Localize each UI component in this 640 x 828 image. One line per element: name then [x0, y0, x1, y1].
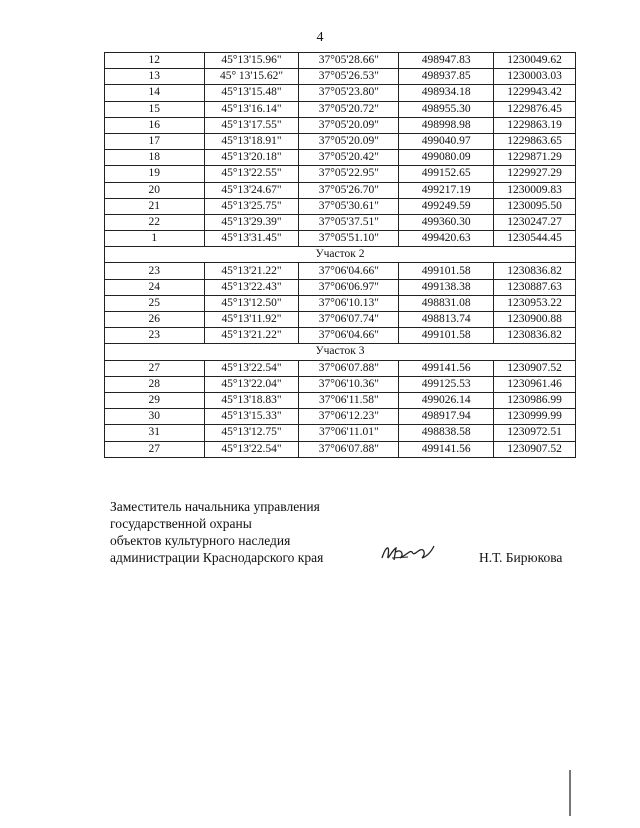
table-row — [105, 133, 576, 149]
scan-edge-line — [569, 770, 571, 816]
signature-title-line: государственной охраны — [110, 516, 252, 531]
handwritten-signature — [378, 538, 438, 568]
x-coordinate-cell: 499152.65 — [399, 166, 494, 182]
signature-title-line: администрации Краснодарского края — [110, 550, 324, 565]
longitude-cell: 37°06'10.36" — [299, 376, 399, 392]
point-number-cell: 16 — [105, 117, 205, 133]
point-number-cell: 17 — [105, 133, 205, 149]
table-row — [105, 392, 576, 408]
table-row — [105, 231, 576, 247]
latitude-cell: 45°13'31.45" — [204, 231, 299, 247]
table-row — [105, 409, 576, 425]
longitude-cell: 37°05'51.10" — [299, 231, 399, 247]
y-coordinate-cell: 1230986.99 — [494, 392, 576, 408]
point-number-cell: 20 — [105, 182, 205, 198]
x-coordinate-cell: 498937.85 — [399, 69, 494, 85]
longitude-cell: 37°05'20.42" — [299, 150, 399, 166]
table-row — [105, 53, 576, 69]
latitude-cell: 45°13'21.22" — [204, 263, 299, 279]
longitude-cell: 37°06'07.74" — [299, 312, 399, 328]
y-coordinate-cell: 1230049.62 — [494, 53, 576, 69]
latitude-cell: 45°13'15.33" — [204, 409, 299, 425]
point-number-cell: 1 — [105, 231, 205, 247]
point-number-cell: 26 — [105, 312, 205, 328]
table-row — [105, 425, 576, 441]
point-number-cell: 24 — [105, 279, 205, 295]
latitude-cell: 45°13'20.18" — [204, 150, 299, 166]
x-coordinate-cell: 498955.30 — [399, 101, 494, 117]
point-number-cell: 31 — [105, 425, 205, 441]
x-coordinate-cell: 499080.09 — [399, 150, 494, 166]
x-coordinate-cell: 499101.58 — [399, 328, 494, 344]
longitude-cell: 37°06'06.97" — [299, 279, 399, 295]
y-coordinate-cell: 1230003.03 — [494, 69, 576, 85]
x-coordinate-cell: 498934.18 — [399, 85, 494, 101]
x-coordinate-cell: 499217.19 — [399, 182, 494, 198]
latitude-cell: 45°13'22.04" — [204, 376, 299, 392]
point-number-cell: 15 — [105, 101, 205, 117]
longitude-cell: 37°06'07.88" — [299, 360, 399, 376]
latitude-cell: 45°13'17.55" — [204, 117, 299, 133]
latitude-cell: 45°13'22.43" — [204, 279, 299, 295]
y-coordinate-cell: 1229871.29 — [494, 150, 576, 166]
y-coordinate-cell: 1230907.52 — [494, 360, 576, 376]
latitude-cell: 45°13'22.54" — [204, 441, 299, 457]
x-coordinate-cell: 499360.30 — [399, 214, 494, 230]
table-row — [105, 263, 576, 279]
y-coordinate-cell: 1230900.88 — [494, 312, 576, 328]
x-coordinate-cell: 499141.56 — [399, 360, 494, 376]
latitude-cell: 45°13'11.92" — [204, 312, 299, 328]
table-row — [105, 166, 576, 182]
x-coordinate-cell: 498947.83 — [399, 53, 494, 69]
y-coordinate-cell: 1230972.51 — [494, 425, 576, 441]
table-row — [105, 101, 576, 117]
section-row — [105, 344, 576, 360]
y-coordinate-cell: 1230836.82 — [494, 263, 576, 279]
section-row — [105, 247, 576, 263]
point-number-cell: 29 — [105, 392, 205, 408]
latitude-cell: 45°13'29.39" — [204, 214, 299, 230]
x-coordinate-cell: 498998.98 — [399, 117, 494, 133]
point-number-cell: 14 — [105, 85, 205, 101]
x-coordinate-cell: 499249.59 — [399, 198, 494, 214]
table-row — [105, 279, 576, 295]
y-coordinate-cell: 1229863.65 — [494, 133, 576, 149]
coordinates-table — [104, 52, 576, 458]
table-row — [105, 376, 576, 392]
point-number-cell: 13 — [105, 69, 205, 85]
table-row — [105, 214, 576, 230]
longitude-cell: 37°05'30.61" — [299, 198, 399, 214]
longitude-cell: 37°06'07.88" — [299, 441, 399, 457]
point-number-cell: 30 — [105, 409, 205, 425]
latitude-cell: 45°13'12.75" — [204, 425, 299, 441]
point-number-cell: 27 — [105, 441, 205, 457]
table-row — [105, 360, 576, 376]
signature-title-line: объектов культурного наследия — [110, 533, 291, 548]
table-row — [105, 69, 576, 85]
point-number-cell: 25 — [105, 295, 205, 311]
longitude-cell: 37°05'22.95" — [299, 166, 399, 182]
y-coordinate-cell: 1229876.45 — [494, 101, 576, 117]
latitude-cell: 45°13'24.67" — [204, 182, 299, 198]
y-coordinate-cell: 1230247.27 — [494, 214, 576, 230]
point-number-cell: 22 — [105, 214, 205, 230]
y-coordinate-cell: 1230953.22 — [494, 295, 576, 311]
latitude-cell: 45°13'16.14" — [204, 101, 299, 117]
latitude-cell: 45°13'22.54" — [204, 360, 299, 376]
point-number-cell: 27 — [105, 360, 205, 376]
y-coordinate-cell: 1230095.50 — [494, 198, 576, 214]
longitude-cell: 37°05'20.09" — [299, 117, 399, 133]
longitude-cell: 37°06'11.01" — [299, 425, 399, 441]
longitude-cell: 37°05'23.80" — [299, 85, 399, 101]
longitude-cell: 37°06'04.66" — [299, 263, 399, 279]
y-coordinate-cell: 1230009.83 — [494, 182, 576, 198]
x-coordinate-cell: 499026.14 — [399, 392, 494, 408]
y-coordinate-cell: 1229943.42 — [494, 85, 576, 101]
longitude-cell: 37°06'04.66" — [299, 328, 399, 344]
latitude-cell: 45°13'15.48" — [204, 85, 299, 101]
y-coordinate-cell: 1230961.46 — [494, 376, 576, 392]
x-coordinate-cell: 499101.58 — [399, 263, 494, 279]
page-number: 4 — [316, 30, 324, 45]
longitude-cell: 37°05'26.70" — [299, 182, 399, 198]
signatory-name: Н.Т. Бирюкова — [479, 550, 563, 565]
table-row — [105, 312, 576, 328]
y-coordinate-cell: 1230836.82 — [494, 328, 576, 344]
longitude-cell: 37°05'20.72" — [299, 101, 399, 117]
table-row — [105, 85, 576, 101]
x-coordinate-cell: 499125.53 — [399, 376, 494, 392]
x-coordinate-cell: 499141.56 — [399, 441, 494, 457]
signature-title — [110, 498, 323, 566]
table-row — [105, 328, 576, 344]
point-number-cell: 19 — [105, 166, 205, 182]
x-coordinate-cell: 499040.97 — [399, 133, 494, 149]
section-label: Участок 3 — [105, 344, 576, 360]
table-row — [105, 198, 576, 214]
section-label: Участок 2 — [105, 247, 576, 263]
y-coordinate-cell: 1230544.45 — [494, 231, 576, 247]
longitude-cell: 37°05'37.51" — [299, 214, 399, 230]
latitude-cell: 45°13'21.22" — [204, 328, 299, 344]
point-number-cell: 12 — [105, 53, 205, 69]
table-row — [105, 117, 576, 133]
table-row — [105, 295, 576, 311]
point-number-cell: 21 — [105, 198, 205, 214]
y-coordinate-cell: 1229927.29 — [494, 166, 576, 182]
y-coordinate-cell: 1230907.52 — [494, 441, 576, 457]
longitude-cell: 37°05'26.53" — [299, 69, 399, 85]
point-number-cell: 23 — [105, 328, 205, 344]
latitude-cell: 45°13'12.50" — [204, 295, 299, 311]
table-row — [105, 182, 576, 198]
table-row — [105, 150, 576, 166]
y-coordinate-cell: 1230999.99 — [494, 409, 576, 425]
table-row — [105, 441, 576, 457]
longitude-cell: 37°06'12.23" — [299, 409, 399, 425]
latitude-cell: 45°13'25.75" — [204, 198, 299, 214]
signature-title-line: Заместитель начальника управления — [110, 499, 320, 514]
point-number-cell: 23 — [105, 263, 205, 279]
x-coordinate-cell: 499420.63 — [399, 231, 494, 247]
latitude-cell: 45°13'18.83" — [204, 392, 299, 408]
point-number-cell: 18 — [105, 150, 205, 166]
x-coordinate-cell: 498838.58 — [399, 425, 494, 441]
y-coordinate-cell: 1229863.19 — [494, 117, 576, 133]
x-coordinate-cell: 498917.94 — [399, 409, 494, 425]
x-coordinate-cell: 498831.08 — [399, 295, 494, 311]
longitude-cell: 37°06'11.58" — [299, 392, 399, 408]
latitude-cell: 45°13'15.96" — [204, 53, 299, 69]
longitude-cell: 37°05'20.09" — [299, 133, 399, 149]
longitude-cell: 37°06'10.13" — [299, 295, 399, 311]
latitude-cell: 45°13'22.55" — [204, 166, 299, 182]
x-coordinate-cell: 499138.38 — [399, 279, 494, 295]
longitude-cell: 37°05'28.66" — [299, 53, 399, 69]
latitude-cell: 45°13'18.91" — [204, 133, 299, 149]
x-coordinate-cell: 498813.74 — [399, 312, 494, 328]
point-number-cell: 28 — [105, 376, 205, 392]
latitude-cell: 45° 13'15.62" — [204, 69, 299, 85]
y-coordinate-cell: 1230887.63 — [494, 279, 576, 295]
